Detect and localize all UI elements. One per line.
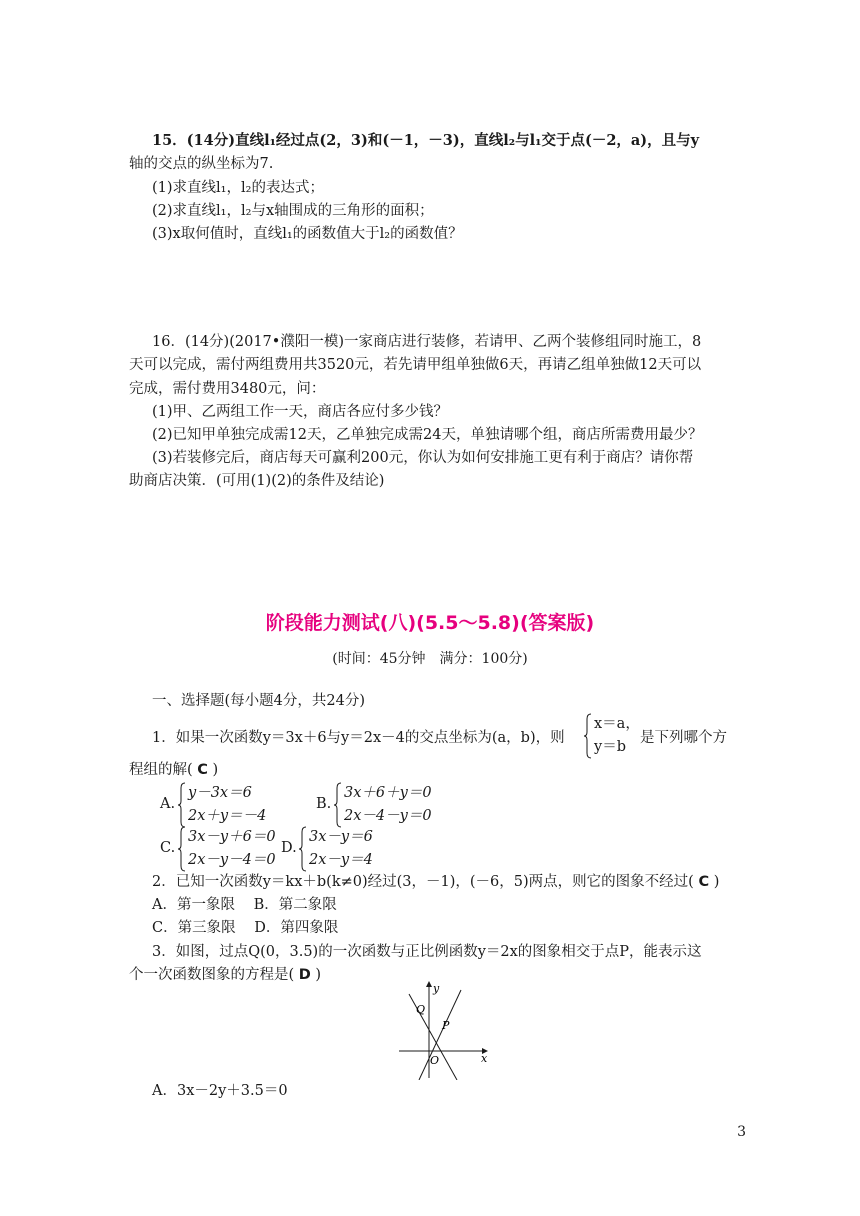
q15-sub2: (2)求直线l₁，l₂与x轴围成的三角形的面积； <box>152 203 434 219</box>
brace-icon <box>178 782 186 828</box>
line-y-2x <box>419 990 461 1080</box>
q2-options-row2 <box>152 918 338 938</box>
q15-text: 15．(14分)直线l₁经过点(2，3)和(－1，－3)，直线l₂与l₁交于点(－2，a)，且与y <box>152 132 700 149</box>
q3-figure <box>395 980 495 1080</box>
q16-sub3: (3)若装修完后，商店每天可赢利200元，你认为如何安排施工更有利于商店？请你帮 <box>152 450 694 466</box>
q1-sys-x: x＝a， <box>594 716 640 732</box>
q3-answer: D <box>298 967 311 983</box>
q16-line1: 16．(14分)(2017•濮阳一模)一家商店进行装修，若请甲、乙两个装修组同时施工，8 <box>152 334 702 350</box>
equation: 3x＋6＋y＝0 <box>344 785 432 801</box>
equation: 2x＋y＝－4 <box>188 808 267 824</box>
q1-text-b: 是下列哪个方 <box>640 730 727 746</box>
q15-line1 <box>152 131 699 151</box>
option-label: D. <box>281 840 297 856</box>
test-title: 阶段能力测试(八)(5.5～5.8)(答案版) <box>265 612 595 634</box>
q15-sub1: (1)求直线l₁，l₂的表达式； <box>152 180 324 196</box>
q3-line1: 3．如图，过点Q(0，3.5)的一次函数与正比例函数y＝2x的图象相交于点P，能表示这 <box>152 944 702 960</box>
brace-icon <box>299 826 307 872</box>
q2-option-c: C．第三象限 <box>152 920 236 936</box>
q1-line2-post: ) <box>212 762 219 778</box>
q1-line2-pre: 程组的解( <box>129 762 193 778</box>
equation: 2x－y＝4 <box>309 852 373 868</box>
q2-option-b: B．第二象限 <box>253 897 337 913</box>
q1-inline-system <box>584 713 640 759</box>
brace-icon <box>334 782 342 828</box>
q3-line2 <box>129 965 321 985</box>
brace-icon <box>178 826 186 872</box>
q1-option-b <box>316 782 486 828</box>
equation: 2x－4－y＝0 <box>344 808 432 824</box>
option-label: C. <box>160 840 176 856</box>
fig-q-label: Q <box>416 1003 426 1016</box>
q16-line3: 完成，需付费用3480元，问： <box>129 381 326 397</box>
q3-line2-post: ) <box>315 967 322 983</box>
q2-text <box>152 872 719 892</box>
section-heading: 一、选择题(每小题4分，共24分) <box>152 693 365 709</box>
q16-sub2: (2)已知甲单独完成需12天，乙单独完成需24天，单独请哪个组，商店所需费用最少？ <box>152 427 703 443</box>
q2-close: ) <box>713 874 720 890</box>
test-subtitle: (时间：45分钟 满分：100分) <box>332 651 528 667</box>
option-label: B. <box>316 796 332 812</box>
q2-option-a: A．第一象限 <box>152 897 235 913</box>
q1-line2 <box>129 760 218 780</box>
equation: y－3x＝6 <box>188 785 252 801</box>
equation: 2x－y－4＝0 <box>188 852 276 868</box>
q1-option-a <box>160 782 330 828</box>
equation: 3x－y＝6 <box>309 829 373 845</box>
q3-option-a: A．3x－2y＋3.5＝0 <box>152 1083 288 1099</box>
q1-sys-y: y＝b <box>594 739 626 755</box>
brace-icon <box>584 713 592 759</box>
q2-stem: 2．已知一次函数y＝kx＋b(k≠0)经过(3，－1)，(－6，5)两点，则它的图象不经过( <box>152 874 694 890</box>
q16-sub1: (1)甲、乙两组工作一天，商店各应付多少钱？ <box>152 404 449 420</box>
q15-sub3: (3)x取何值时，直线l₁的函数值大于l₂的函数值？ <box>152 226 463 242</box>
fig-p-label: P <box>442 1019 450 1032</box>
q16-sub3-cont: 助商店决策．(可用(1)(2)的条件及结论) <box>129 473 385 489</box>
q1-text-a: 1．如果一次函数y＝3x＋6与y＝2x－4的交点坐标为(a，b)，则 <box>152 730 565 746</box>
equation: 3x－y＋6＝0 <box>188 829 276 845</box>
fig-o-label: O <box>430 1054 440 1067</box>
q2-option-d: D．第四象限 <box>254 920 339 936</box>
q15-line2: 轴的交点的纵坐标为7. <box>129 156 274 172</box>
q2-options-row1 <box>152 895 337 915</box>
q1-option-d <box>281 826 431 872</box>
fig-x-label: x <box>481 1052 488 1065</box>
q3-line2-pre: 个一次函数图象的方程是( <box>129 967 295 983</box>
fig-y-label: y <box>433 982 440 995</box>
option-label: A. <box>160 796 176 812</box>
q2-answer: C <box>698 874 710 890</box>
page-number: 3 <box>737 1124 746 1140</box>
q1-answer: C <box>197 762 208 778</box>
q16-line2: 天可以完成，需付两组费用共3520元，若先请甲组单独做6天，再请乙组单独做12天可以 <box>129 357 702 373</box>
